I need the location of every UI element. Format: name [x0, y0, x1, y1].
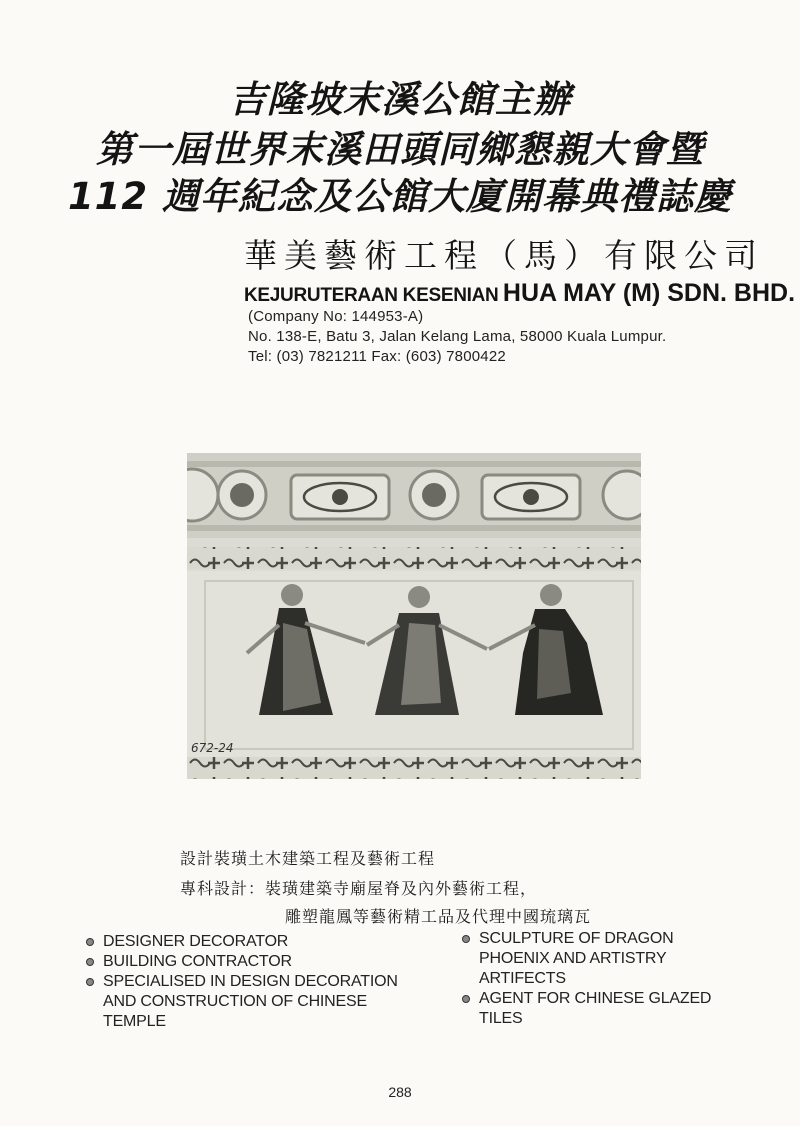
services-chinese-line-3: 雕塑龍鳳等藝術精工品及代理中國琉璃瓦: [285, 907, 592, 926]
relief-artwork: [187, 453, 641, 779]
services-chinese-line-2: 專科設計：裝璜建築寺廟屋脊及內外藝術工程，: [180, 879, 538, 898]
title-line-2: 第一屆世界末溪田頭同鄉懇親大會暨: [96, 128, 704, 171]
list-item: AGENT FOR CHINESE GLAZED TILES: [460, 989, 740, 1029]
services-list-right: [460, 929, 740, 1029]
company-english-name: [244, 279, 795, 308]
list-item: DESIGNER DECORATOR: [84, 932, 424, 952]
list-item: BUILDING CONTRACTOR: [84, 952, 424, 972]
relief-sculpture-photo: [187, 453, 641, 779]
company-english-prefix: KEJURUTERAAN KESENIAN: [244, 285, 499, 306]
company-chinese-name: 華美藝術工程（馬）有限公司: [244, 236, 764, 275]
services-chinese-line-1: 設計裝璜土木建築工程及藝術工程: [180, 849, 436, 868]
title-line-1: 吉隆坡末溪公館主辦: [229, 78, 571, 121]
title-line-3: 112 週年紀念及公館大廈開幕典禮誌慶: [67, 175, 733, 218]
company-contact: Tel: (03) 7821211 Fax: (603) 7800422: [248, 348, 506, 365]
services-list-left: [84, 932, 424, 1032]
company-number: (Company No: 144953-A): [248, 308, 424, 325]
page-number: 288: [388, 1084, 412, 1100]
company-english-main: HUA MAY (M) SDN. BHD.: [502, 279, 796, 307]
company-address: No. 138-E, Batu 3, Jalan Kelang Lama, 58000 Kuala Lumpur.: [248, 328, 667, 345]
list-item: SCULPTURE OF DRAGON PHOENIX AND ARTISTRY ARTIFECTS: [460, 929, 740, 989]
photo-label: 672-24: [191, 741, 234, 755]
list-item: SPECIALISED IN DESIGN DECORATION AND CONSTRUCTION OF CHINESE TEMPLE: [84, 972, 424, 1032]
